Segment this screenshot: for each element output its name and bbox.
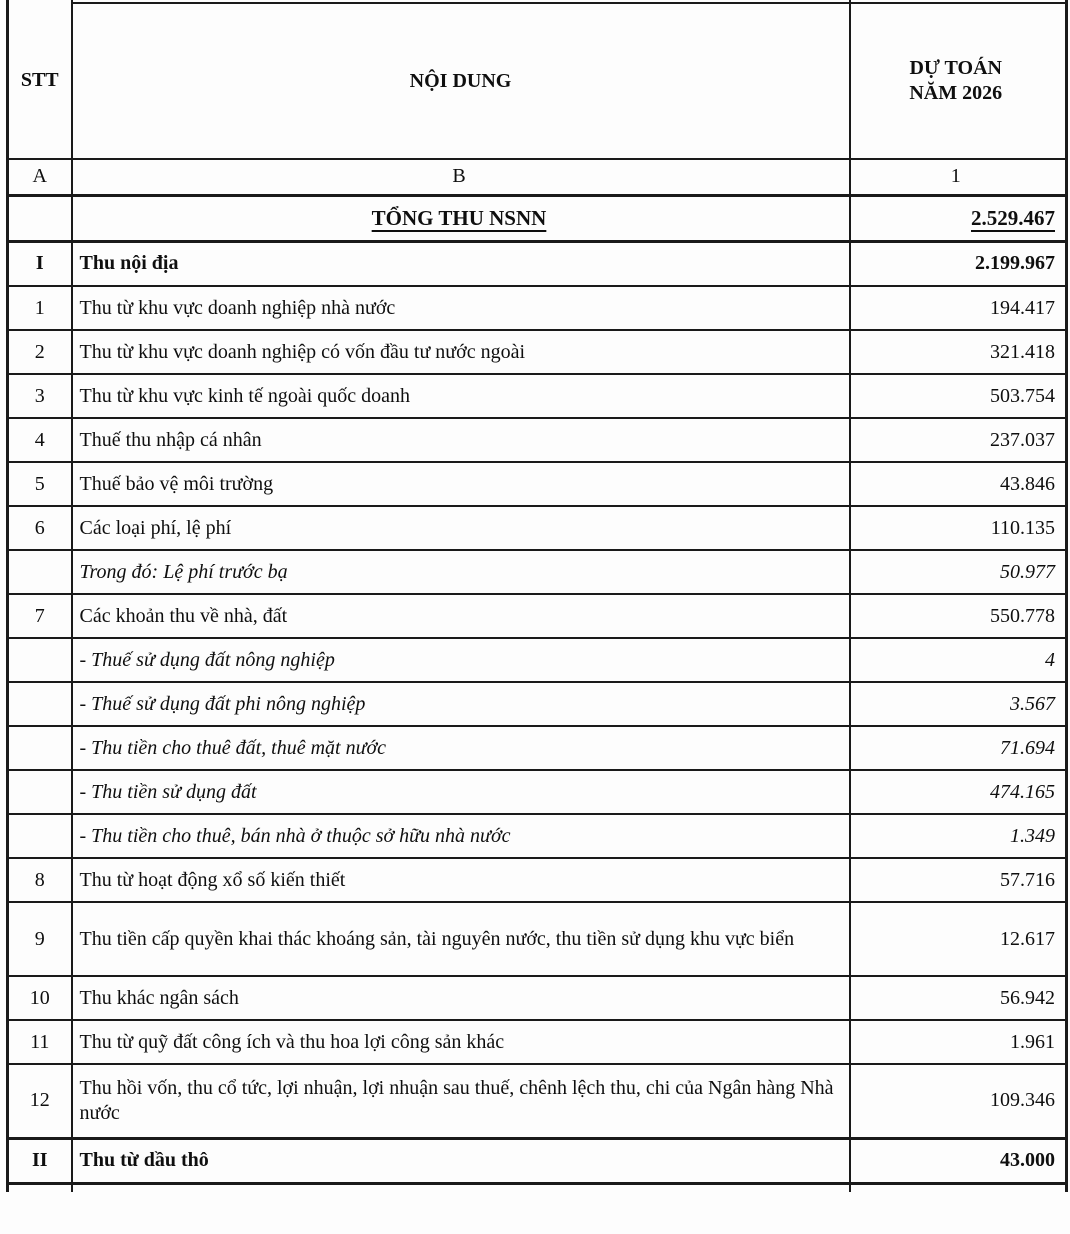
row-stt-cell: 9: [8, 902, 72, 976]
row-label-cell: Thuế bảo vệ môi trường: [72, 462, 850, 506]
table-row: [8, 638, 1067, 682]
table-row: [8, 1064, 1067, 1138]
row-value-cell: 1.349: [850, 814, 1067, 858]
row-stt-cell: 8: [8, 858, 72, 902]
row-value-cell: 57.716: [850, 858, 1067, 902]
row-label-cell: Thuế thu nhập cá nhân: [72, 418, 850, 462]
row-label-cell: TỔNG THU NSNN: [72, 195, 850, 241]
row-label-cell: Thu từ khu vực kinh tế ngoài quốc doanh: [72, 374, 850, 418]
row-stt-cell: 12: [8, 1064, 72, 1138]
subheader-a: A: [8, 159, 72, 195]
row-value-cell: 50.977: [850, 550, 1067, 594]
row-value-cell: 12.617: [850, 902, 1067, 976]
row-value-cell: 43.846: [850, 462, 1067, 506]
row-value-cell: 109.346: [850, 1064, 1067, 1138]
table-row: [8, 241, 1067, 286]
table-row: [8, 858, 1067, 902]
subheader-c: 1: [850, 159, 1067, 195]
table-row: [8, 550, 1067, 594]
budget-table: [6, 0, 1068, 1192]
row-value-cell: 2.199.967: [850, 241, 1067, 286]
table-row: [8, 976, 1067, 1020]
row-label-cell: Thu từ hoạt động xổ số kiến thiết: [72, 858, 850, 902]
row-label-cell: - Thu tiền cho thuê đất, thuê mặt nước: [72, 726, 850, 770]
subheader-b: B: [72, 159, 850, 195]
row-value-cell: 56.942: [850, 976, 1067, 1020]
row-label-cell: - Thuế sử dụng đất nông nghiệp: [72, 638, 850, 682]
cutoff-cell: [8, 1183, 72, 1192]
table-row: [8, 902, 1067, 976]
header-du-toan-line2: NĂM 2026: [909, 82, 1003, 104]
row-stt-cell: 4: [8, 418, 72, 462]
row-label-cell: Thu tiền cấp quyền khai thác khoáng sản, tài nguyên nước, thu tiền sử dụng khu vực biển: [72, 902, 850, 976]
row-stt-cell: 7: [8, 594, 72, 638]
row-stt-cell: [8, 550, 72, 594]
row-stt-cell: 1: [8, 286, 72, 330]
table-row: [8, 195, 1067, 241]
row-stt-cell: [8, 682, 72, 726]
row-label-cell: Thu từ quỹ đất công ích và thu hoa lợi công sản khác: [72, 1020, 850, 1064]
table-row: [8, 682, 1067, 726]
row-stt-cell: 6: [8, 506, 72, 550]
row-label-cell: Các khoản thu về nhà, đất: [72, 594, 850, 638]
row-value-cell: 43.000: [850, 1138, 1067, 1183]
cutoff-cell: [850, 1183, 1067, 1192]
row-stt-cell: 2: [8, 330, 72, 374]
table-row: [8, 374, 1067, 418]
header-du-toan: [850, 3, 1067, 159]
row-label-cell: Các loại phí, lệ phí: [72, 506, 850, 550]
table-header-row: [8, 3, 1067, 159]
row-stt-cell: [8, 638, 72, 682]
header-noi-dung: NỘI DUNG: [72, 3, 850, 159]
row-stt-cell: I: [8, 241, 72, 286]
row-value-cell: 474.165: [850, 770, 1067, 814]
row-value-cell: 550.778: [850, 594, 1067, 638]
table-row: [8, 1020, 1067, 1064]
row-label-cell: Thu hồi vốn, thu cổ tức, lợi nhuận, lợi nhuận sau thuế, chênh lệch thu, chi của Ngân hàng Nhà nước: [72, 1064, 850, 1138]
table-row: [8, 1138, 1067, 1183]
table-row: [8, 770, 1067, 814]
row-value-cell: 3.567: [850, 682, 1067, 726]
row-stt-cell: [8, 770, 72, 814]
row-stt-cell: 3: [8, 374, 72, 418]
table-row: [8, 594, 1067, 638]
header-du-toan-line1: DỰ TOÁN: [909, 57, 1002, 79]
row-value-cell: 71.694: [850, 726, 1067, 770]
row-stt-cell: 10: [8, 976, 72, 1020]
table-subheader-row: [8, 159, 1067, 195]
cutoff-cell: [72, 1183, 850, 1192]
cutoff-row-bottom: [8, 1183, 1067, 1192]
row-stt-cell: [8, 195, 72, 241]
row-label-cell: Thu từ khu vực doanh nghiệp nhà nước: [72, 286, 850, 330]
row-value-cell: 4: [850, 638, 1067, 682]
row-stt-cell: [8, 814, 72, 858]
row-label-cell: Thu khác ngân sách: [72, 976, 850, 1020]
header-stt: STT: [8, 3, 72, 159]
row-value-cell: 321.418: [850, 330, 1067, 374]
row-label-cell: Thu từ dầu thô: [72, 1138, 850, 1183]
row-stt-cell: 11: [8, 1020, 72, 1064]
table-row: [8, 726, 1067, 770]
table-row: [8, 418, 1067, 462]
row-label-cell: Thu từ khu vực doanh nghiệp có vốn đầu tư nước ngoài: [72, 330, 850, 374]
row-stt-cell: 5: [8, 462, 72, 506]
row-value-cell: 110.135: [850, 506, 1067, 550]
row-value-cell: 2.529.467: [850, 195, 1067, 241]
row-label-cell: - Thu tiền sử dụng đất: [72, 770, 850, 814]
row-label-cell: - Thu tiền cho thuê, bán nhà ở thuộc sở hữu nhà nước: [72, 814, 850, 858]
table-row: [8, 814, 1067, 858]
row-value-cell: 1.961: [850, 1020, 1067, 1064]
row-stt-cell: II: [8, 1138, 72, 1183]
table-row: [8, 506, 1067, 550]
row-value-cell: 503.754: [850, 374, 1067, 418]
row-value-cell: 194.417: [850, 286, 1067, 330]
table-row: [8, 330, 1067, 374]
table-row: [8, 286, 1067, 330]
table-row: [8, 462, 1067, 506]
row-value-cell: 237.037: [850, 418, 1067, 462]
row-label-cell: - Thuế sử dụng đất phi nông nghiệp: [72, 682, 850, 726]
table-body: [8, 195, 1067, 1183]
row-label-cell: Thu nội địa: [72, 241, 850, 286]
row-stt-cell: [8, 726, 72, 770]
row-label-cell: Trong đó: Lệ phí trước bạ: [72, 550, 850, 594]
